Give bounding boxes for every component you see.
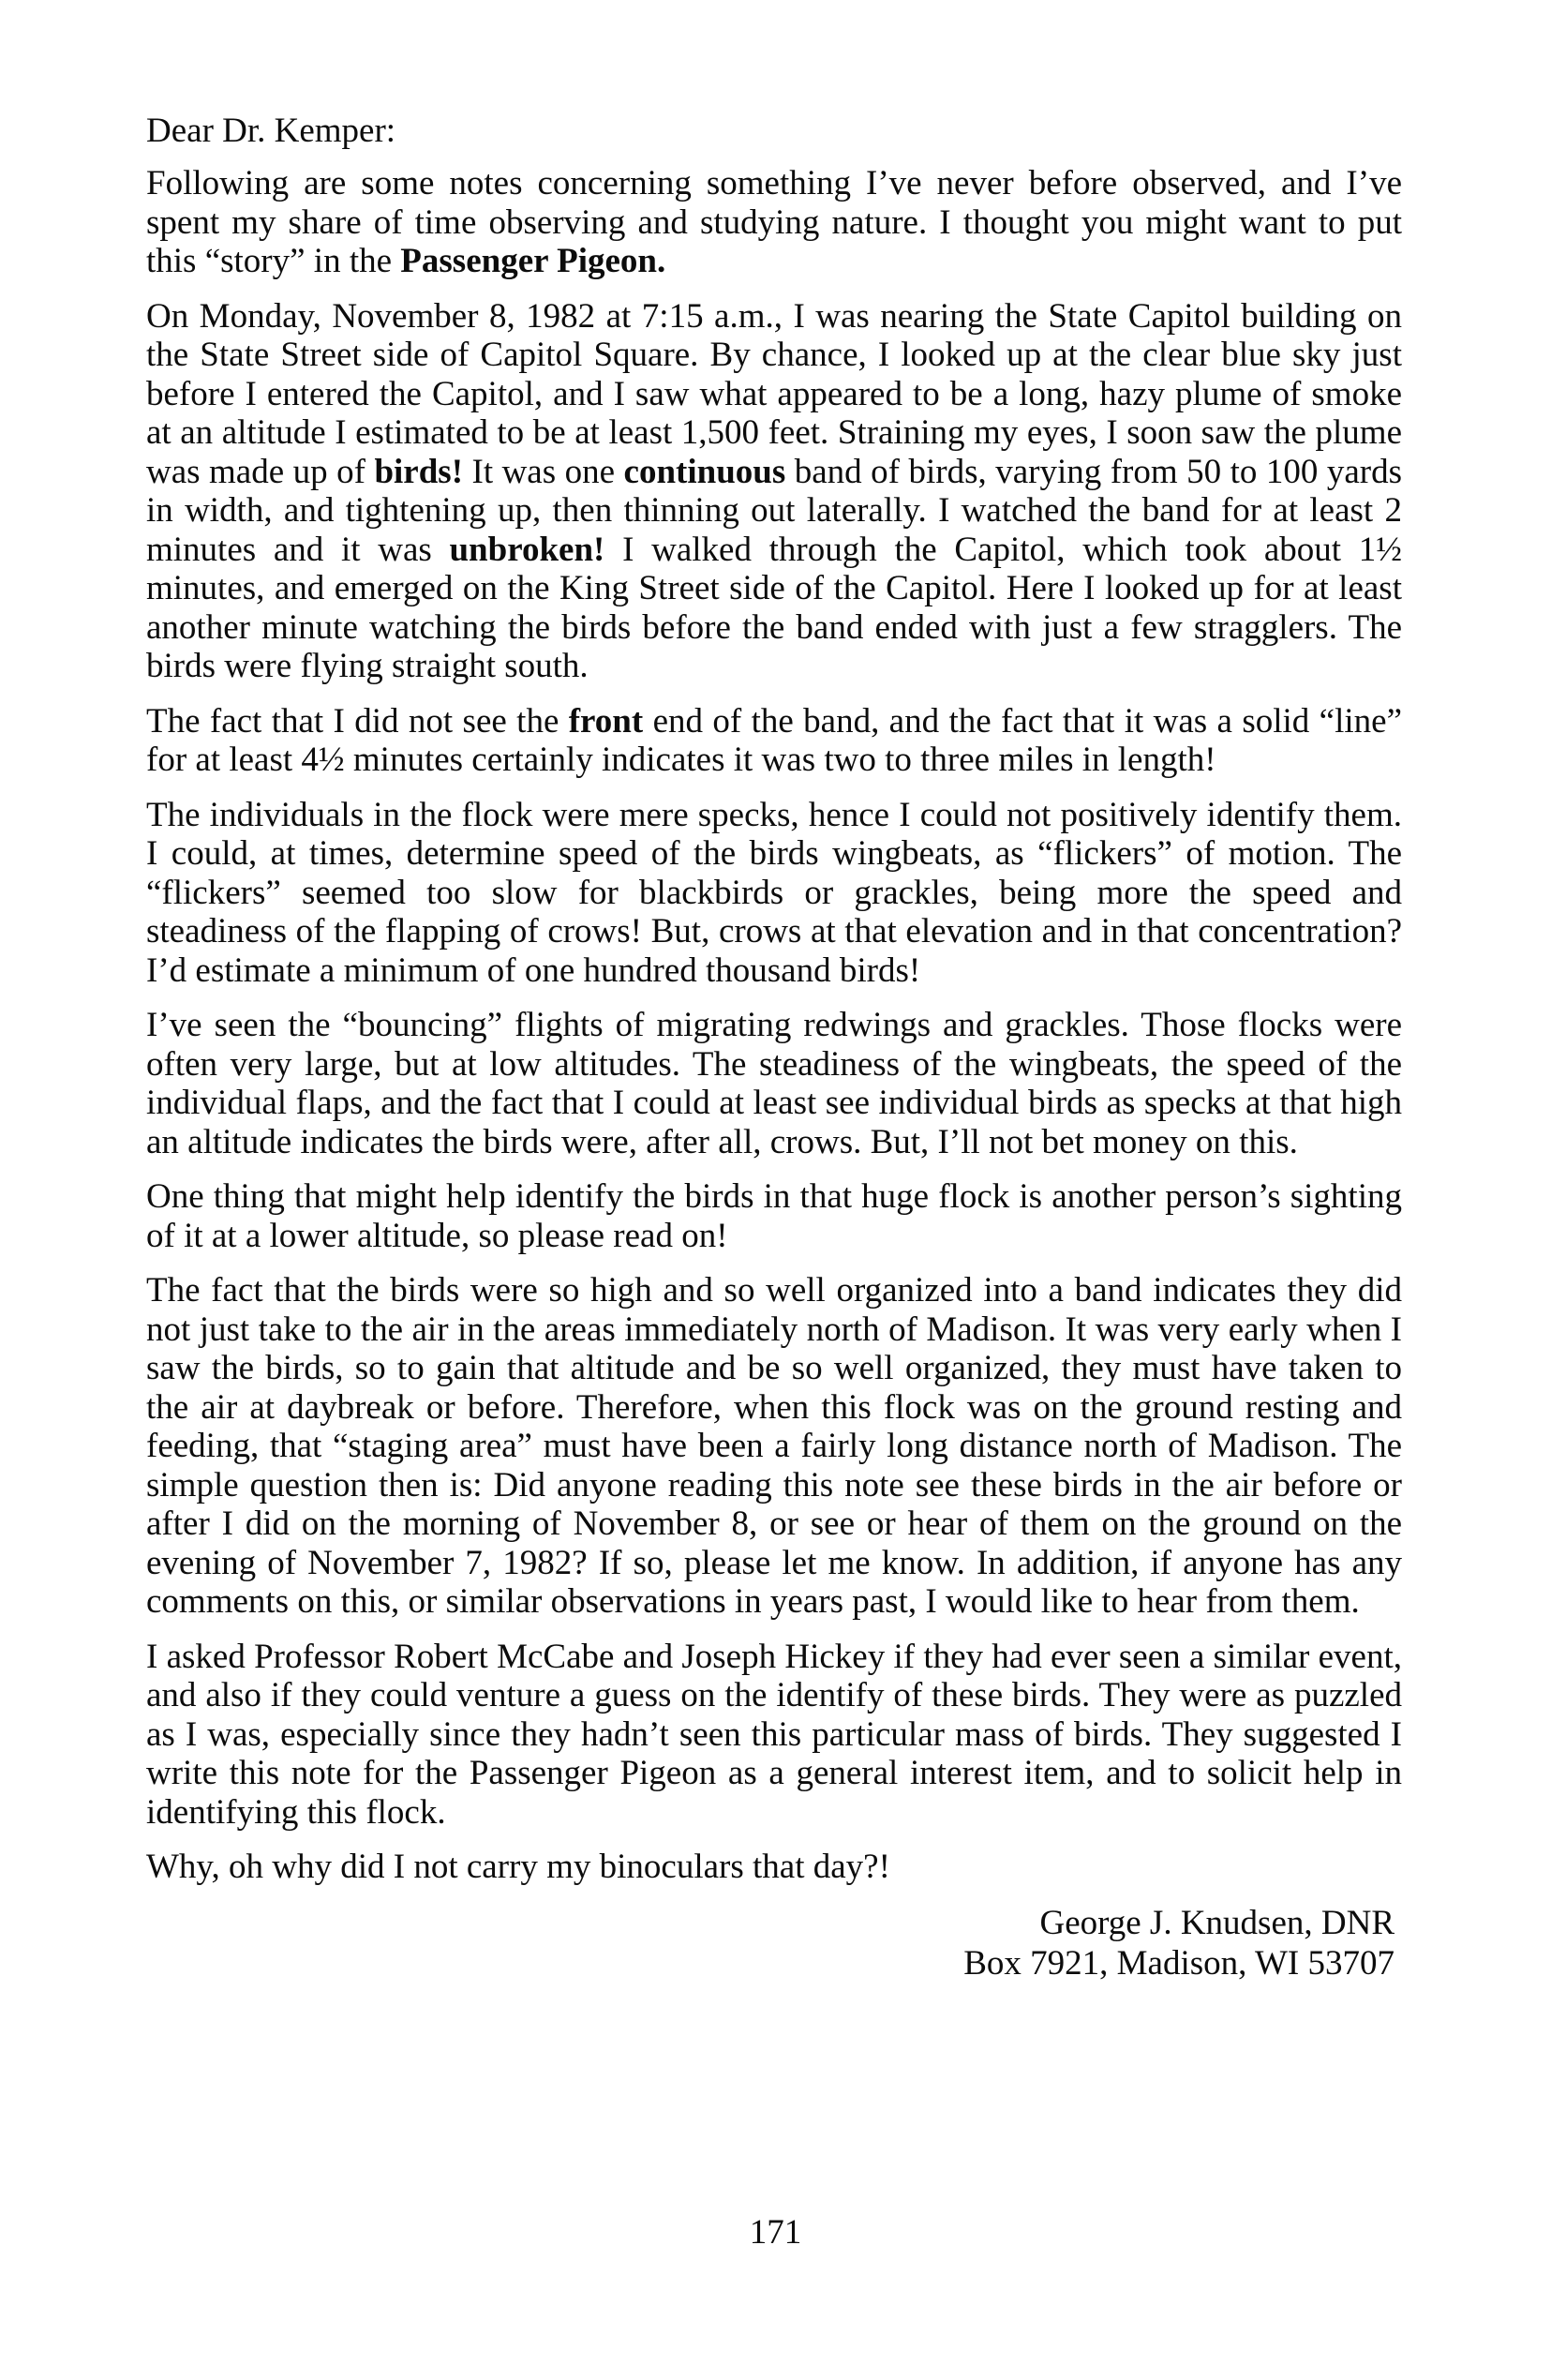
paragraph-5: I’ve seen the “bouncing” flights of migrating redwings and grackles. Those flocks were often very large, but at low altitudes. The steadiness of the wingbeats, the speed of the individual flaps, and the fact that I could at least see individual birds as specks at that high an altitude indicates the birds were, after all, crows. But, I’ll not bet money on this. bbox=[146, 1006, 1402, 1161]
paragraph-3 bbox=[146, 702, 1402, 780]
paragraph-2-text-g: I walked through the Capitol, which took about 1½ minutes, and emerged on the King Street side of the Capitol. Here I looked up for at least another minute watching the birds before the band ended with just a few stragglers. The birds were flying straight south. bbox=[146, 530, 1402, 685]
paragraph-1 bbox=[146, 164, 1402, 281]
front-bold: front bbox=[568, 701, 644, 741]
paragraph-1-text: Following are some notes concerning something I’ve never before observed, and I’ve spent my share of time observing and studying nature. I thought you might want to put this “story” in the bbox=[146, 164, 1402, 280]
paragraph-3-text-a: The fact that I did not see the bbox=[146, 701, 569, 741]
paragraph-2-text-e: band of birds, varying from 50 to 100 yards in width, and tightening up, then thinning out laterally. I watched the band for at least 2 minutes and it was bbox=[146, 452, 1402, 569]
letter bbox=[146, 111, 1402, 1983]
paragraph-6: One thing that might help identify the birds in that huge flock is another person’s sighting of it at a lower altitude, so please read on! bbox=[146, 1177, 1402, 1255]
paragraph-7: The fact that the birds were so high and so well organized into a band indicates they did not just take to the air in the areas immediately north of Madison. It was very early when I saw the birds, so to gain that altitude and be so well organized, they must have taken to the air at daybreak or before. Therefore, when this flock was on the ground resting and feeding, that “staging area” must have been a fairly long distance north of Madison. The simple question then is: Did anyone reading this note see these birds in the air before or after I did on the morning of November 8, or see or hear of them on the ground on the evening of November 7, 1982? If so, please let me know. In addition, if anyone has any comments on this, or similar observations in years past, I would like to hear from them. bbox=[146, 1271, 1402, 1621]
paragraph-3-text-c: end of the band, and the fact that it was a solid “line” for at least 4½ minutes certainly indicates it was two to three miles in length! bbox=[146, 701, 1402, 779]
birds-bold: birds! bbox=[374, 452, 464, 491]
continuous-bold: continuous bbox=[623, 452, 786, 491]
signature-block bbox=[146, 1903, 1402, 1983]
unbroken-bold: unbroken! bbox=[449, 530, 605, 569]
journal-title-bold: Passenger Pigeon. bbox=[400, 242, 666, 280]
paragraph-2 bbox=[146, 297, 1402, 686]
paragraph-2-text-a: On Monday, November 8, 1982 at 7:15 a.m., I was nearing the State Capitol building on the State Street side of Capitol Square. By chance, I looked up at the clear blue sky just before I entered the Capitol, and I saw what appeared to be a long, hazy plume of smoke at an altitude I estimated to be at least 1,500 feet. Straining my eyes, I soon saw the plume was made up of bbox=[146, 296, 1402, 491]
signature-address: Box 7921, Madison, WI 53707 bbox=[963, 1943, 1394, 1983]
paragraph-9: Why, oh why did I not carry my binoculars that day?! bbox=[146, 1848, 890, 1886]
page-number: 171 bbox=[749, 2213, 802, 2252]
paragraph-2-text-c: It was one bbox=[463, 452, 624, 491]
signature-name: George J. Knudsen, DNR bbox=[1039, 1903, 1394, 1942]
paragraph-4: The individuals in the flock were mere specks, hence I could not positively identify them. I could, at times, determine speed of the birds wingbeats, as “flickers” of motion. The “flickers” seemed too slow for blackbirds or grackles, being more the speed and steadiness of the flapping of crows! But, crows at that elevation and in that concentration? I’d estimate a minimum of one hundred thousand birds! bbox=[146, 795, 1402, 990]
paragraph-8: I asked Professor Robert McCabe and Joseph Hickey if they had ever seen a similar event, and also if they could venture a guess on the identify of these birds. They were as puzzled as I was, especially since they hadn’t seen this particular mass of birds. They suggested I write this note for the Passenger Pigeon as a general interest item, and to solicit help in identifying this flock. bbox=[146, 1637, 1402, 1832]
salutation: Dear Dr. Kemper: bbox=[146, 112, 396, 150]
